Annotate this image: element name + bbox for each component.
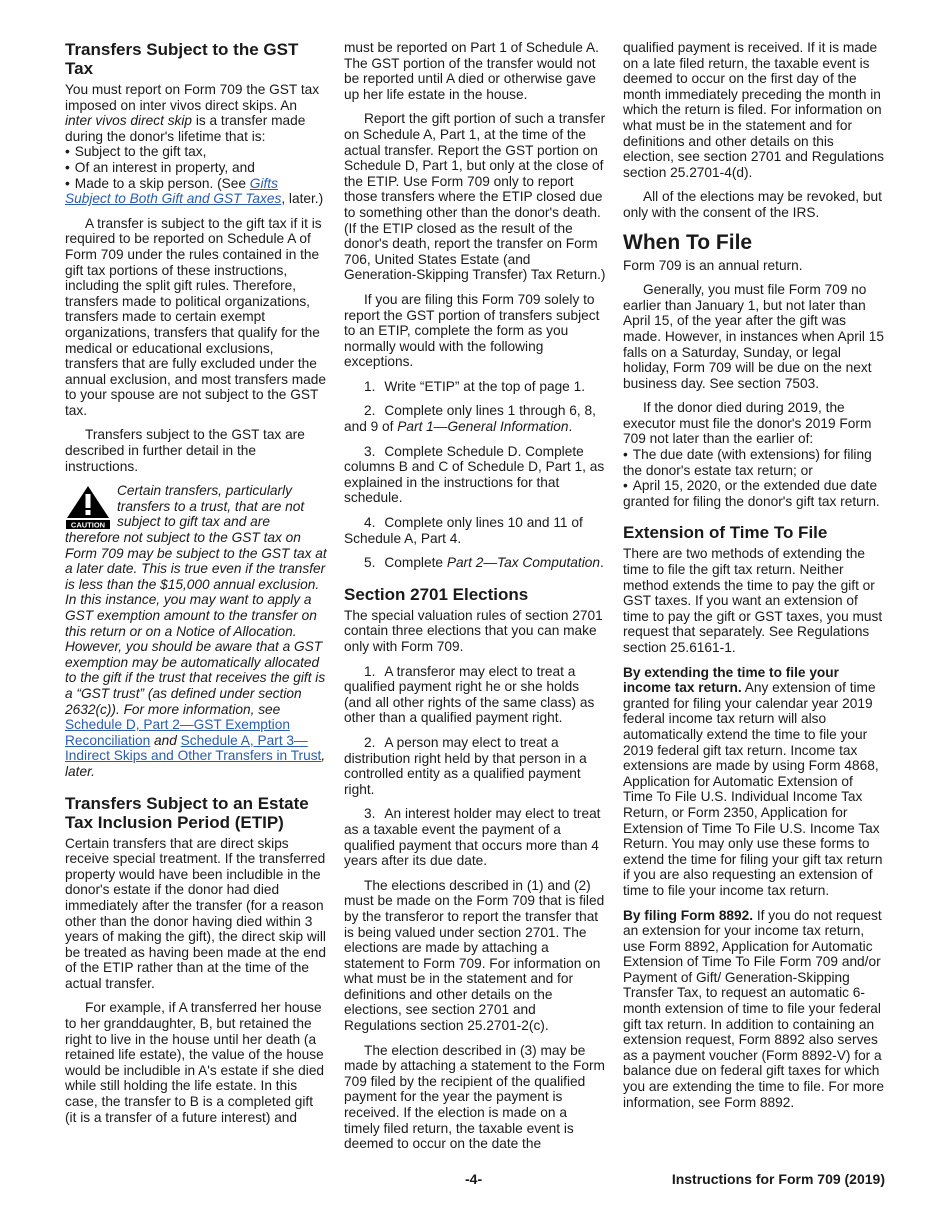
list-item: 5. Complete Part 2—Tax Computation.: [364, 555, 604, 571]
document-title: Instructions for Form 709 (2019): [671, 1171, 885, 1187]
report-paragraph: Report the gift portion of such a transfer on Schedule A, Part 1, at the time of the actual transfer. Report the GST portion on Schedule D, Part 1, but only at the close of the ETIP. Use Form 709 only to report those transfers where the ETIP closed due to something other than the donor's death. (If the ETIP closed as the result of the donor's death, report the transfer on Form 706, United States Estate (and Generation-Skipping Transfer) Tax Return.): [344, 111, 606, 283]
list-item: 3. An interest holder may elect to treat as a taxable event the payment of a qualified payment that occurs more than 4 years after its due date.: [344, 806, 601, 869]
described-paragraph: Transfers subject to the GST tax are described in further detail in the instructions.: [65, 427, 305, 474]
caution-note: CAUTION Certain transfers, particularly transfers to a trust, that are not subject to gift tax and are therefore not subject to the GST tax on Form 709 may be subject to the GST tax at a later date. This is true even if the transfer is less than the $15,000 annual exclusion. In this instance, you may want to apply a GST exemption amount to the transfer on this return or on a Notice of Allocation. However, you should be aware that a GST exemption may be automatically allocated to the gift if the trust that receives the gift is a “GST trust” (as defined under section 2632(c)). For more information, see Schedule D, Part 2—GST Exemption Reconciliation and Schedule A, Part 3—Indirect Skips and Other Transfers in Trust, later.: [65, 483, 327, 779]
heading-2701: Section 2701 Elections: [344, 584, 529, 604]
list-item: 2. A person may elect to treat a distribution right held by that person in a controlled entity as a qualified payment right.: [344, 734, 587, 797]
donor-died-paragraph: If the donor died during 2019, the executor must file the donor's 2019 Form 709 not later than the earlier of:: [623, 400, 872, 447]
list-item: • April 15, 2020, or the extended due date granted for filing the donor's gift tax return.: [623, 478, 885, 509]
list-item: 4. Complete only lines 10 and 11 of Schedule A, Part 4.: [344, 515, 583, 546]
generally-paragraph: Generally, you must file Form 709 no earlier than January 1, but not later than April 15, of the year after the gift was made. However, in instances when April 15 falls on a Saturday, Sunday, or legal holiday, Form 709 will be due on the next business day. See section 7503.: [623, 282, 884, 391]
etip-paragraph: Certain transfers that are direct skips receive special treatment. If the transferred property would have been includible in the donor's estate if the donor had died immediately after the transfer (for a reason other than the donor having died within 3 years of making the gift), the direct skip will be treated as having been made at the end of the ETIP rather than at the time of the actual transfer.: [65, 835, 327, 991]
caution-icon: [65, 485, 111, 529]
election-3-paragraph: The election described in (3) may be made by attaching a statement to the Form 709 filed by the recipient of the qualified payment for the year the payment is received. If the election is made on a timely filed return, the taxable event is deemed to occur on the date the: [344, 1042, 605, 1152]
revoked-paragraph: All of the elections may be revoked, but only with the consent of the IRS.: [623, 189, 882, 220]
gift-tax-paragraph: A transfer is subject to the gift tax if it is required to be reported on Schedule A of Form 709 under the rules contained in the gift tax portions of these instructions, including the split gift rules. Therefore, transfers made to political organizations, transfers made to certain exempt organizations, transfers that qualify for the medical or educational exclusions, transfers that are fully excluded under the annual exclusion, and most transfers made to your spouse are not subject to the GST tax.: [65, 215, 326, 418]
donor-died-list: [623, 447, 885, 509]
gst-intro: You must report on Form 709 the GST tax imposed on inter vivos direct skips. An inter vivos direct skip is a transfer made during the donor's lifetime that is:: [65, 82, 320, 144]
etip-exceptions-list: [344, 379, 606, 571]
annual-paragraph: Form 709 is an annual return.: [623, 257, 803, 273]
continued-paragraph: must be reported on Part 1 of Schedule A. The GST portion of the transfer would not be reported until A died or otherwise gave up her life estate in the house.: [344, 40, 599, 102]
extension-paragraph: There are two methods of extending the time to file the gift tax return. Neither method extends the time to pay the gift or GST taxes. If you want an extension of time to pay the gift or GST taxes, you must request that separately. See Regulations section 25.6161-1.: [623, 546, 883, 655]
list-item: • Of an interest in property, and: [65, 160, 327, 176]
page-number: -4-: [465, 1171, 483, 1187]
list-item: 1. A transferor may elect to treat a qualified payment right he or she holds (and all other rights of the same class) as other than a qualified payment right.: [344, 663, 595, 726]
form-8892-paragraph: By filing Form 8892. If you do not request an extension for your income tax return, use Form 8892, Application for Automatic Extension of Time To File Form 709 and/or Payment of Gift/ Generation-Skipping Transfer Tax, to request an automatic 6-month extension of time to file your federal gift tax return. In addition to containing an extension request, Form 8892 also serves as a payment voucher (Form 8892-V) for a balance due on federal gift taxes for which you are extending the time to file. For more information, see Form 8892.: [623, 907, 884, 1110]
list-item: 1. Write “ETIP” at the top of page 1.: [364, 378, 586, 394]
heading-extension: Extension of Time To File: [623, 523, 828, 543]
example-paragraph: For example, if A transferred her house to her granddaughter, B, but retained the right to live in the house until her death (a retained life estate), the value of the house would be includible in A's estate if she died while still holding the life estate. In this case, the transfer to B is a completed gift (it is a transfer of a future interest) and: [65, 1000, 325, 1125]
page: [65, 40, 885, 1187]
filing-paragraph: If you are filing this Form 709 solely to report the GST portion of transfers subject to an ETIP, complete the form as you normally would with the following exceptions.: [344, 291, 600, 370]
gst-criteria-list: [65, 144, 327, 206]
heading-gst-tax: Transfers Subject to the GST Tax: [65, 40, 299, 78]
income-tax-paragraph: By extending the time to file your income tax return. Any extension of time granted for filing your calendar year 2019 federal income tax return will also automatically extend the time to file your 2019 federal gift tax return. Income tax extensions are made by using Form 4868, Application for Automatic Extension of Time To File U.S. Individual Income Tax Return, or Form 2350, Application for Extension of Time To File U.S. Income Tax Return. You may only use these forms to extend the time for filing your gift tax return if you are also requesting an extension of time to file your income tax return.: [623, 664, 883, 898]
heading-etip: Transfers Subject to an Estate Tax Inclusion Period (ETIP): [65, 793, 309, 832]
elections-12-paragraph: The elections described in (1) and (2) must be made on the Form 709 that is filed by the transferor to report the transfer that is being valued under section 2701. The elections are made by attaching a statement to Form 709. For information on what must be in the statement and for definitions and other details on the elections, see section 2701 and Regulations section 25.2701-2(c).: [344, 877, 605, 1034]
link-schedule-a-part-3[interactable]: Schedule A, Part 3—Indirect Skips and Other Transfers in Trust: [65, 732, 322, 764]
list-item: 2. Complete only lines 1 through 6, 8, and 9 of Part 1—General Information.: [344, 403, 596, 435]
heading-when-to-file: When To File: [623, 230, 753, 254]
2701-intro: The special valuation rules of section 2701 contain three elections that you can make only with Form 709.: [344, 607, 603, 654]
continued-paragraph: qualified payment is received. If it is made on a late filed return, the taxable event is deemed to occur on the first day of the month immediately preceding the month in which the return is filed. For information on what must be in the statement and for definitions and other details on this election, see section 2701 and Regulations section 25.2701-4(d).: [623, 40, 885, 180]
column-1: [65, 40, 327, 1134]
elections-list: [344, 664, 606, 869]
caution-label: CAUTION: [70, 520, 106, 530]
link-gifts-subject-to-both[interactable]: Gifts Subject to Both Gift and GST Taxes: [65, 175, 282, 207]
link-schedule-d-part-2[interactable]: Schedule D, Part 2—GST Exemption Reconciliation: [65, 717, 290, 748]
list-item: • The due date (with extensions) for filing the donor's estate tax return; or: [623, 447, 885, 478]
list-item: 3. Complete Schedule D. Complete columns B and C of Schedule D, Part 1, as explained in the instructions for that schedule.: [344, 443, 605, 506]
list-item: • Made to a skip person. (See Gifts Subject to Both Gift and GST Taxes, later.): [65, 176, 327, 207]
column-3: [623, 40, 885, 1119]
column-2: [344, 40, 606, 1161]
list-item: • Subject to the gift tax,: [65, 144, 327, 160]
